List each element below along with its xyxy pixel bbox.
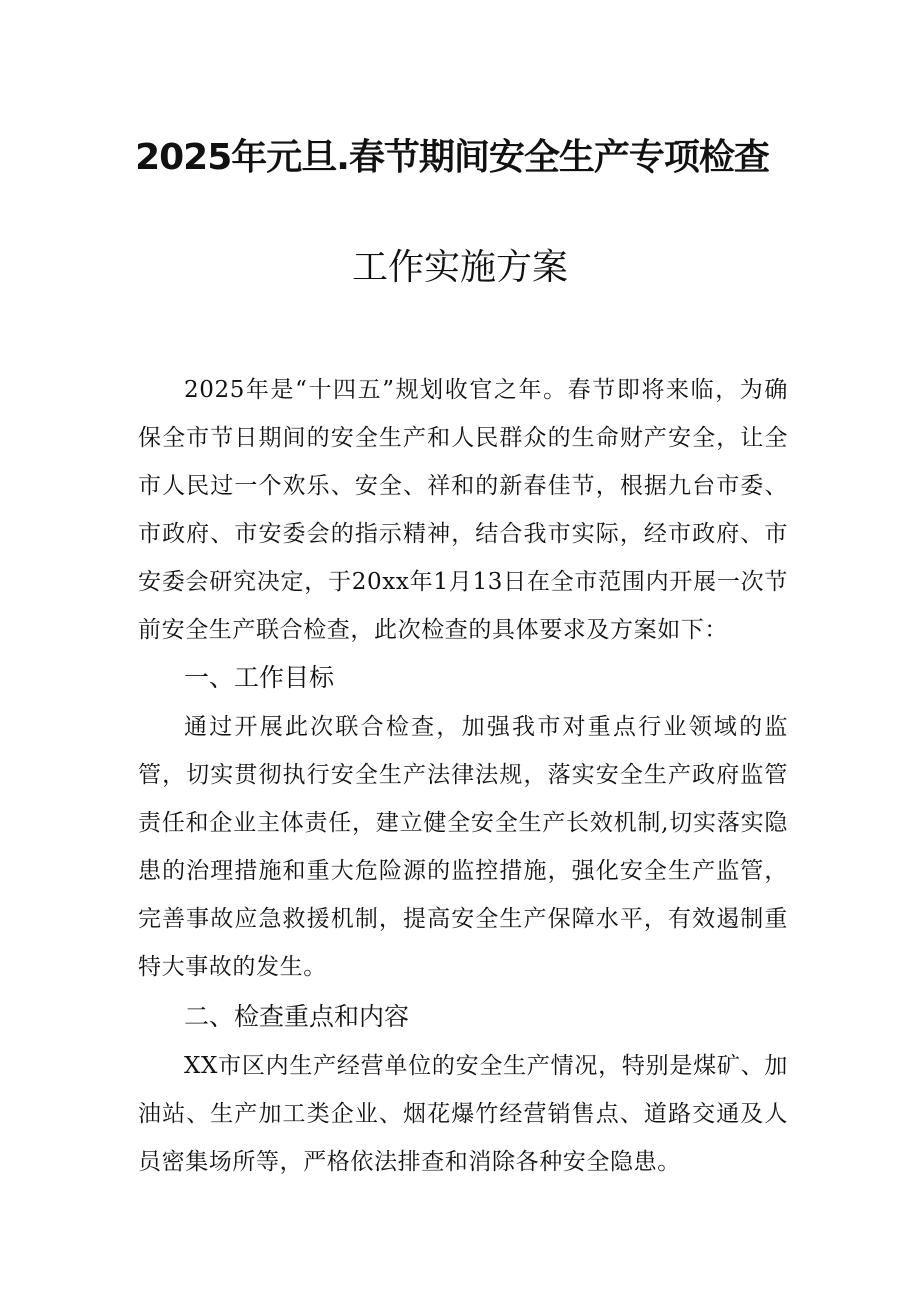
intro-paragraph: 2025年是“十四五”规划收官之年。春节即将来临，为确保全市节日期间的安全生产和人民群众的生命财产安全，让全市人民过一个欢乐、安全、祥和的新春佳节，根据九台市委、市政府、市安委会的指示精神，结合我市实际，经市政府、市安委会研究决定，于20xx年1月13日在全市范围内开展一次节前安全生产联合检查，此次检查的具体要求及方案如下： (138, 377, 788, 643)
section-body-work-goals: 通过开展此次联合检查，加强我市对重点行业领域的监管，切实贯彻执行安全生产法律法规，落实安全生产政府监管责任和企业主体责任，建立健全安全生产长效机制,切实落实隐患的治理措施和重大危险源的监控措施，强化安全生产监管，完善事故应急救援机制，提高安全生产保障水平，有效遏制重特大事故的发生。 (138, 714, 788, 980)
section-body-inspection-focus: XX市区内生产经营单位的安全生产情况，特别是煤矿、加油站、生产加工类企业、烟花爆竹经营销售点、道路交通及人员密集场所等，严格依法排查和消除各种安全隐患。 (138, 1053, 788, 1175)
section-heading-work-goals: 一、工作目标 (184, 663, 335, 692)
section-heading-inspection-focus: 二、检查重点和内容 (184, 1002, 410, 1031)
document-title-line1: 2025年元旦.春节期间安全生产专项检查 (135, 137, 769, 178)
document-title-line2: 工作实施方案 (351, 247, 568, 288)
